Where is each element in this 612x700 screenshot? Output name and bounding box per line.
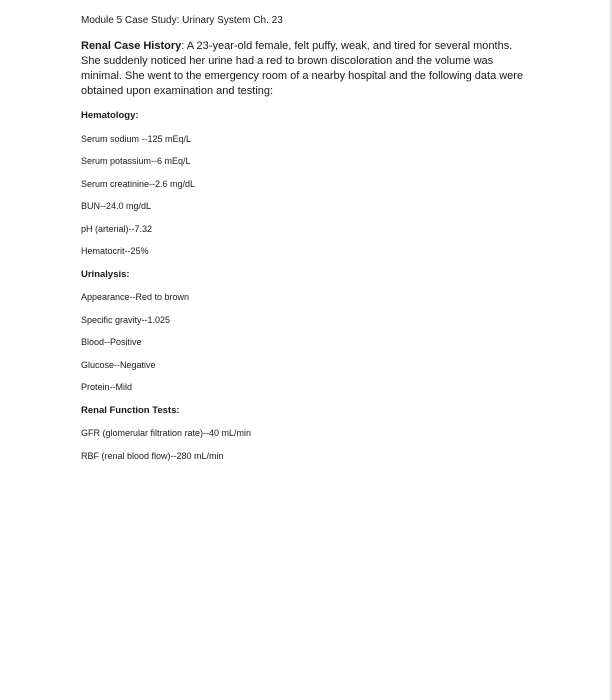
renal-function-item: GFR (glomerular filtration rate)--40 mL/min bbox=[81, 428, 252, 438]
urinalysis-item: Glucose--Negative bbox=[81, 359, 156, 370]
renal-function-heading: Renal Function Tests: bbox=[81, 404, 180, 416]
urinalysis-heading: Urinalysis: bbox=[81, 268, 130, 280]
hematology-item: Serum potassium--6 mEq/L bbox=[81, 156, 191, 166]
hematology-item: Serum creatinine--2.6 mg/dL bbox=[81, 178, 196, 189]
renal-function-item: RBF (renal blood flow)--280 mL/min bbox=[81, 450, 224, 461]
case-history-lead: Renal Case History bbox=[81, 40, 182, 52]
urinalysis-item: Appearance--Red to brown bbox=[81, 292, 190, 302]
hematology-heading: Hematology: bbox=[81, 110, 139, 121]
hematology-item: Serum sodium --125 mEq/L bbox=[81, 133, 192, 144]
case-history-text: : A 23-year-old female, felt puffy, weak, and tired for several months. She suddenly noticed her urine had a red to brown discoloration and the volume was minimal. She went to the emergency room of a nearby hospital and the following data were obtained upon examination and testing: bbox=[81, 40, 524, 97]
hematology-item: Hematocrit--25% bbox=[81, 246, 149, 256]
document-title: Module 5 Case Study: Urinary System Ch. 23 bbox=[81, 15, 283, 26]
case-history-paragraph bbox=[81, 39, 531, 99]
document-body bbox=[81, 14, 531, 462]
urinalysis-item: Protein--Mild bbox=[81, 382, 133, 392]
urinalysis-item: Specific gravity--1.025 bbox=[81, 314, 171, 325]
urinalysis-item: Blood--Positive bbox=[81, 337, 142, 347]
hematology-item: pH (arterial)--7.32 bbox=[81, 223, 153, 234]
hematology-item: BUN--24.0 mg/dL bbox=[81, 201, 152, 211]
